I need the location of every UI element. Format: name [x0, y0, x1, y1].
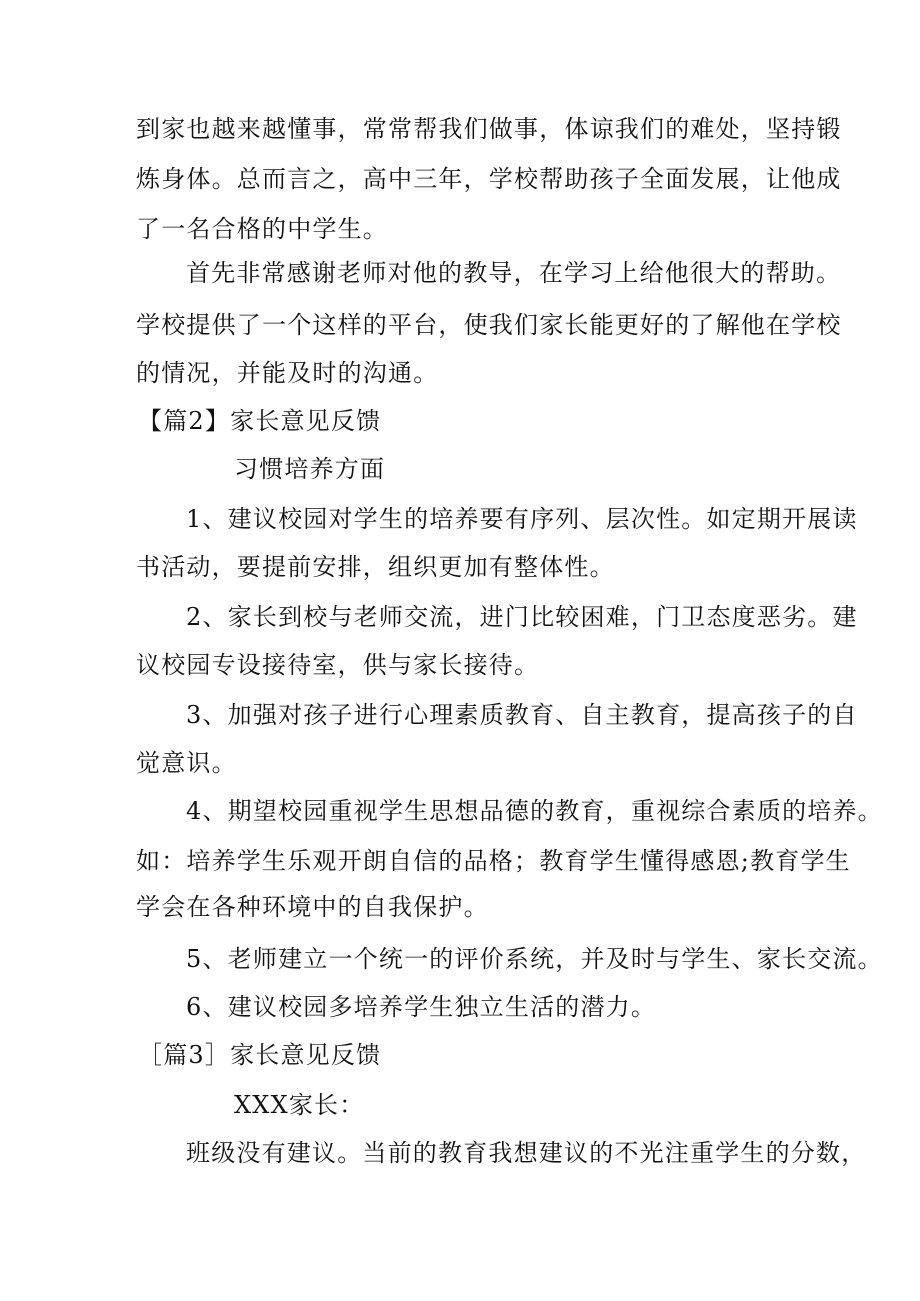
section-heading: 【篇2】家长意见反馈 — [138, 407, 382, 435]
list-item-line: 议校园专设接待室，供与家长接待。 — [136, 651, 540, 679]
paragraph-line: 到家也越来越懂事，常常帮我们做事，体谅我们的难处，坚持锻 — [136, 115, 842, 143]
paragraph-line: 首先非常感谢老师对他的教导，在学习上给他很大的帮助。 — [186, 259, 842, 287]
list-item-line: 4、期望校园重视学生思想品德的教育，重视综合素质的培养。 — [186, 797, 883, 825]
list-item-line: 6、建议校园多培养学生独立生活的潜力。 — [186, 993, 657, 1021]
section-subheading: 习惯培养方面 — [234, 455, 386, 483]
paragraph-line: 了一名合格的中学生。 — [136, 215, 388, 243]
section-heading: ［篇3］家长意见反馈 — [138, 1041, 382, 1069]
list-item-line: 觉意识。 — [136, 749, 237, 777]
list-item-line: 2、家长到校与老师交流，进门比较困难，门卫态度恶劣。建 — [186, 603, 858, 631]
paragraph-line: 班级没有建议。当前的教育我想建议的不光注重学生的分数， — [186, 1139, 867, 1167]
paragraph-line: 炼身体。总而言之，高中三年，学校帮助孩子全面发展，让他成 — [136, 165, 842, 193]
paragraph-line: 学校提供了一个这样的平台，使我们家长能更好的了解他在学校 — [136, 311, 842, 339]
list-item-line: 3、加强对孩子进行心理素质教育、自主教育，提高孩子的自 — [186, 701, 858, 729]
list-item-line: 学会在各种环境中的自我保护。 — [136, 893, 489, 921]
paragraph-line: 的情况，并能及时的沟通。 — [136, 359, 439, 387]
list-item-line: 5、老师建立一个统一的评价系统，并及时与学生、家长交流。 — [186, 945, 883, 973]
salutation: XXX家长： — [234, 1091, 365, 1119]
list-item-line: 书活动，要提前安排，组织更加有整体性。 — [136, 553, 615, 581]
list-item-line: 1、建议校园对学生的培养要有序列、层次性。如定期开展读 — [186, 505, 858, 533]
list-item-line: 如：培养学生乐观开朗自信的品格；教育学生懂得感恩;教育学生 — [136, 847, 851, 875]
